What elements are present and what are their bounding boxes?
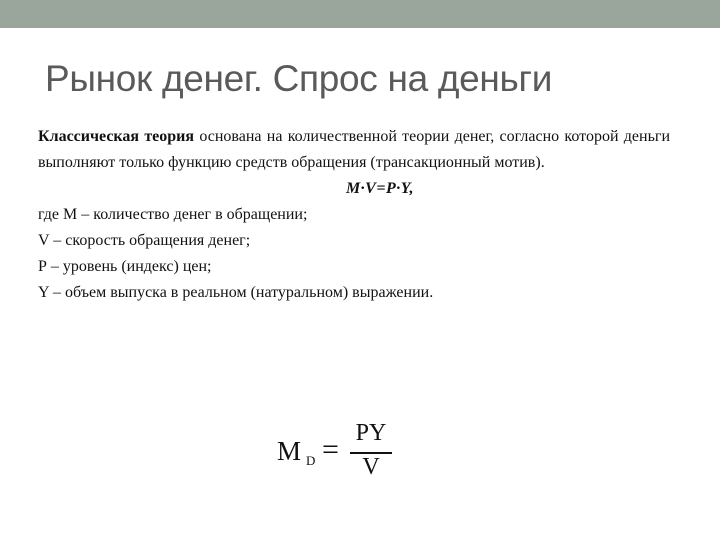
formula-equals: = [322, 433, 339, 466]
intro-paragraph [38, 124, 670, 176]
top-accent-bar [0, 0, 720, 28]
definition-m: где М – количество денег в обращении; [38, 206, 308, 223]
formula-denominator: V [362, 454, 380, 480]
slide-body [38, 124, 670, 306]
definition-y: Y – объем выпуска в реальном (натуральном) выражении. [38, 284, 434, 301]
formula-numerator: PY [355, 420, 387, 446]
money-demand-formula [277, 420, 397, 486]
formula-lhs-subscript: D [306, 453, 316, 468]
intro-bold-term: Классическая теория [38, 128, 195, 145]
exchange-equation: M·V=P·Y, [345, 180, 415, 197]
slide-title: Рынок денег. Спрос на деньги [45, 58, 553, 99]
formula-lhs: M [277, 436, 302, 466]
definition-v: V – скорость обращения денег; [38, 232, 251, 249]
definition-p: Р – уровень (индекс) цен; [38, 258, 212, 275]
intro-text: основана на количественной теории денег, согласно которой деньги выполняют только функцию средств обращения (трансакционный мотив). [38, 128, 671, 171]
